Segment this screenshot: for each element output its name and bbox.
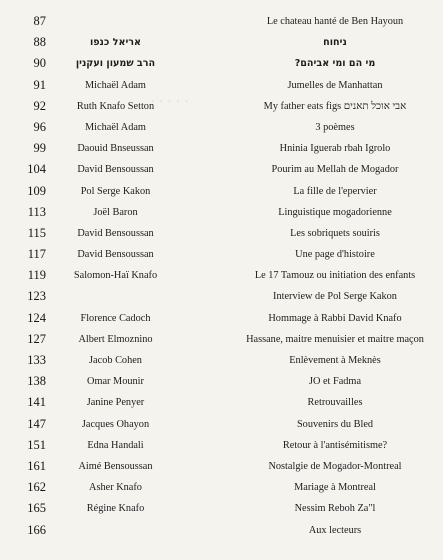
author: Ruth Knafo Setton xyxy=(76,100,155,112)
toc-row xyxy=(0,371,443,392)
toc-row xyxy=(0,329,443,350)
toc-row xyxy=(0,117,443,138)
page-number: 99 xyxy=(33,141,46,156)
title: Hommage à Rabbi David Knafo xyxy=(268,312,402,324)
toc-row xyxy=(0,265,443,286)
title: Linguistique mogadorienne xyxy=(278,206,392,218)
title: Le chateau hanté de Ben Hayoun xyxy=(266,16,404,27)
author: Albert Elmoznino xyxy=(78,333,153,345)
toc-row xyxy=(0,435,443,456)
title: Enlèvement à Meknès xyxy=(289,355,381,366)
toc-row xyxy=(0,350,443,371)
page-number: 88 xyxy=(33,35,46,50)
title: Souvenirs du Bled xyxy=(296,418,374,430)
page-number: 165 xyxy=(27,501,46,516)
author: David Bensoussan xyxy=(77,249,154,261)
author: Régine Knafo xyxy=(86,503,145,515)
toc-row xyxy=(0,498,443,519)
title: Hassane, maitre menuisier et maitre maçon xyxy=(246,333,424,345)
toc-row xyxy=(0,414,443,435)
toc-row xyxy=(0,75,443,96)
author: Aimé Bensoussan xyxy=(78,460,153,472)
page-number: 141 xyxy=(27,395,46,410)
author: Salomon-Haï Knafo xyxy=(73,270,158,282)
title: Retrouvailles xyxy=(307,397,363,409)
toc-row xyxy=(0,53,443,74)
toc-row xyxy=(0,520,443,541)
toc-row xyxy=(0,392,443,413)
title: Mariage à Montreal xyxy=(294,482,376,494)
page-number: 92 xyxy=(33,98,46,113)
table-of-contents xyxy=(0,11,443,541)
page-number: 124 xyxy=(27,310,46,325)
title: Retour à l'antisémitisme? xyxy=(282,439,388,451)
page-number: 104 xyxy=(27,162,46,177)
toc-row xyxy=(0,286,443,307)
author: Jacob Cohen xyxy=(89,355,142,366)
author: David Bensoussan xyxy=(77,164,154,176)
toc-row xyxy=(0,308,443,329)
page-number: 127 xyxy=(27,331,46,346)
page-number: 119 xyxy=(27,268,46,283)
author: Janine Penyer xyxy=(86,397,145,409)
page-number: 123 xyxy=(27,289,46,304)
author: Jacques Ohayon xyxy=(81,418,150,430)
page-number: 87 xyxy=(33,14,46,28)
title: Aux lecteurs xyxy=(308,524,362,536)
page-number: 162 xyxy=(27,480,46,495)
author: David Bensoussan xyxy=(77,227,154,239)
author: Omar Mounir xyxy=(87,376,144,388)
author: Pol Serge Kakon xyxy=(80,185,151,197)
page-number: 166 xyxy=(27,522,46,537)
toc-row xyxy=(0,244,443,265)
title: Interview de Pol Serge Kakon xyxy=(273,291,397,303)
author: Michaël Adam xyxy=(85,121,146,133)
title: ניחוח xyxy=(323,37,347,49)
page-number: 147 xyxy=(27,416,46,431)
page-number: 133 xyxy=(27,353,46,367)
page-number: 91 xyxy=(33,77,46,92)
title: מי הם ומי אביהם? xyxy=(294,58,376,70)
author: Edna Handali xyxy=(87,439,144,451)
author: Joël Baron xyxy=(93,206,138,218)
page-number: 96 xyxy=(33,119,46,134)
page-number: 109 xyxy=(27,183,46,198)
title: Le 17 Tamouz ou initiation des enfants xyxy=(254,270,416,282)
title: Nessim Reboh Za"l xyxy=(294,503,376,515)
toc-row xyxy=(0,138,443,159)
page-number: 113 xyxy=(27,204,46,219)
title: My father eats figs אבי אוכל תאנים xyxy=(263,100,407,112)
page-number: 90 xyxy=(33,56,46,71)
toc-row xyxy=(0,223,443,244)
title: Nostalgie de Mogador-Montreal xyxy=(268,460,402,472)
author: Daouid Bnseussan xyxy=(77,143,154,155)
toc-row xyxy=(0,456,443,477)
page-number: 115 xyxy=(27,225,46,240)
page-number: 117 xyxy=(27,247,46,262)
title: Pourim au Mellah de Mogador xyxy=(271,164,399,176)
page-number: 138 xyxy=(27,374,46,389)
toc-row xyxy=(0,96,443,117)
toc-row xyxy=(0,32,443,53)
title: Les sobriquets souiris xyxy=(290,227,380,239)
author: Michaël Adam xyxy=(85,79,146,91)
title: 3 poèmes xyxy=(315,121,355,133)
toc-row xyxy=(0,181,443,202)
author: אריאל כנפו xyxy=(89,37,142,49)
title: Jumelles de Manhattan xyxy=(287,79,383,91)
title: La fille de l'epervier xyxy=(293,185,377,197)
toc-row xyxy=(0,11,443,32)
toc-row xyxy=(0,159,443,180)
title: JO et Fadma xyxy=(308,376,362,388)
toc-row xyxy=(0,477,443,498)
title: Hninia Iguerab rbah Igrolo xyxy=(279,143,391,155)
author: Florence Cadoch xyxy=(80,312,151,324)
show-through-text: · · · · · xyxy=(150,92,189,108)
title: Une page d'histoire xyxy=(295,249,375,261)
page-number: 161 xyxy=(27,458,46,473)
toc-row xyxy=(0,202,443,223)
author: Asher Knafo xyxy=(89,482,142,494)
page-number: 151 xyxy=(27,437,46,452)
author: הרב שמעון ועקנין xyxy=(75,58,156,70)
